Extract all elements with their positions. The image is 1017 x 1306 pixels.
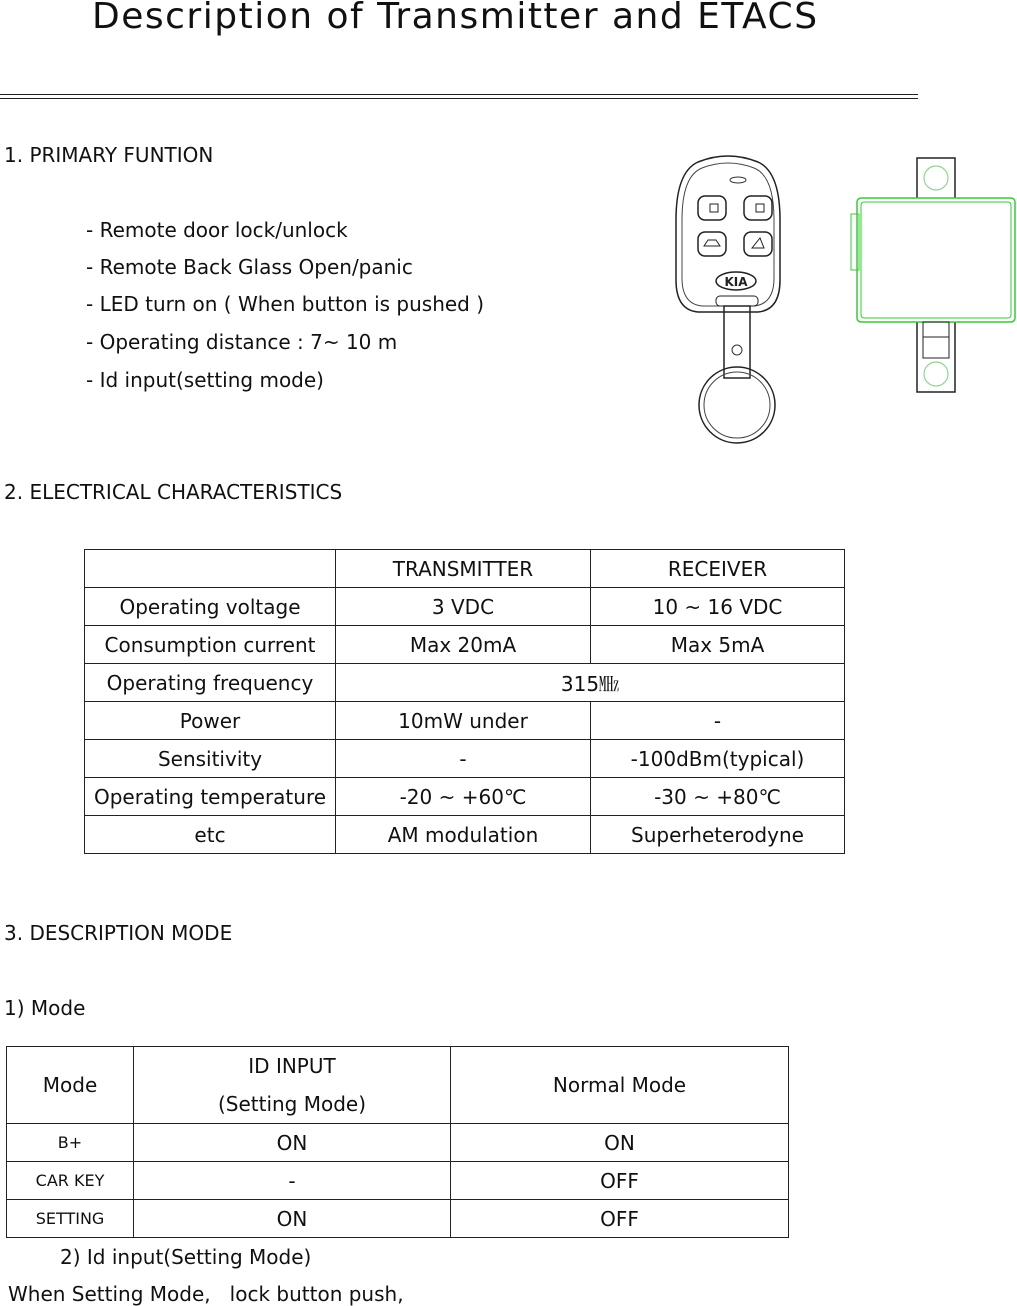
mode-subheading: 1) Mode [4, 996, 86, 1020]
table-row [85, 550, 845, 588]
table-cell: 315㎒ [336, 664, 845, 702]
receiver-module-illustration [847, 152, 1017, 397]
table-cell: Operating frequency [85, 664, 336, 702]
bullet-4: - Operating distance : 7~ 10 m [86, 330, 398, 354]
table-cell: ON [134, 1200, 451, 1238]
table-cell: Power [85, 702, 336, 740]
table-row [7, 1200, 789, 1238]
bullet-2: - Remote Back Glass Open/panic [86, 255, 413, 279]
table-cell: AM modulation [336, 816, 591, 854]
table-cell: Operating voltage [85, 588, 336, 626]
table-row [85, 740, 845, 778]
table-cell: Sensitivity [85, 740, 336, 778]
table-cell: 3 VDC [336, 588, 591, 626]
table-cell: - [591, 702, 845, 740]
electrical-characteristics-table [84, 549, 845, 854]
table-cell: -30 ~ +80℃ [591, 778, 845, 816]
table-cell: etc [85, 816, 336, 854]
section2-heading: 2. ELECTRICAL CHARACTERISTICS [4, 480, 343, 504]
table-cell: OFF [451, 1200, 789, 1238]
bullet-3: - LED turn on ( When button is pushed ) [86, 292, 485, 316]
table-cell: Max 5mA [591, 626, 845, 664]
table-cell: B+ [7, 1124, 134, 1162]
page-title: Description of Transmitter and ETACS [92, 0, 819, 37]
table-cell: - [134, 1162, 451, 1200]
table-row [85, 588, 845, 626]
table-row [7, 1124, 789, 1162]
table-cell: SETTING [7, 1200, 134, 1238]
table-cell: Max 20mA [336, 626, 591, 664]
table-row [7, 1162, 789, 1200]
table-cell: CAR KEY [7, 1162, 134, 1200]
title-rule-top [0, 94, 918, 95]
setting-mode-text: When Setting Mode, lock button push, [8, 1282, 404, 1306]
table-cell: Consumption current [85, 626, 336, 664]
table-row [85, 664, 845, 702]
table-cell: OFF [451, 1162, 789, 1200]
bullet-1: - Remote door lock/unlock [86, 218, 348, 242]
table-cell: Operating temperature [85, 778, 336, 816]
table-row [7, 1047, 789, 1124]
title-rule-bottom [0, 98, 918, 99]
header-cell: Normal Mode [451, 1047, 789, 1124]
header-cell: RECEIVER [591, 550, 845, 588]
table-row [85, 816, 845, 854]
mode-table [6, 1046, 789, 1238]
section3-heading: 3. DESCRIPTION MODE [4, 921, 233, 945]
table-cell: ON [451, 1124, 789, 1162]
bullet-5: - Id input(setting mode) [86, 368, 324, 392]
header-line: (Setting Mode) [217, 1092, 367, 1116]
table-cell: ON [134, 1124, 451, 1162]
table-cell: -20 ~ +60℃ [336, 778, 591, 816]
svg-text:KIA: KIA [724, 275, 748, 289]
header-cell: Mode [7, 1047, 134, 1124]
table-row [85, 778, 845, 816]
header-cell [134, 1047, 451, 1124]
table-cell: 10 ~ 16 VDC [591, 588, 845, 626]
header-cell [85, 550, 336, 588]
table-row [85, 702, 845, 740]
section1-heading: 1. PRIMARY FUNTION [4, 143, 214, 167]
header-cell: TRANSMITTER [336, 550, 591, 588]
table-cell: 10mW under [336, 702, 591, 740]
table-row [85, 626, 845, 664]
table-cell: -100dBm(typical) [591, 740, 845, 778]
header-line: ID INPUT [248, 1054, 336, 1078]
id-input-subheading: 2) Id input(Setting Mode) [60, 1245, 312, 1269]
table-cell: Superheterodyne [591, 816, 845, 854]
table-cell: - [336, 740, 591, 778]
key-fob-illustration [668, 150, 788, 450]
